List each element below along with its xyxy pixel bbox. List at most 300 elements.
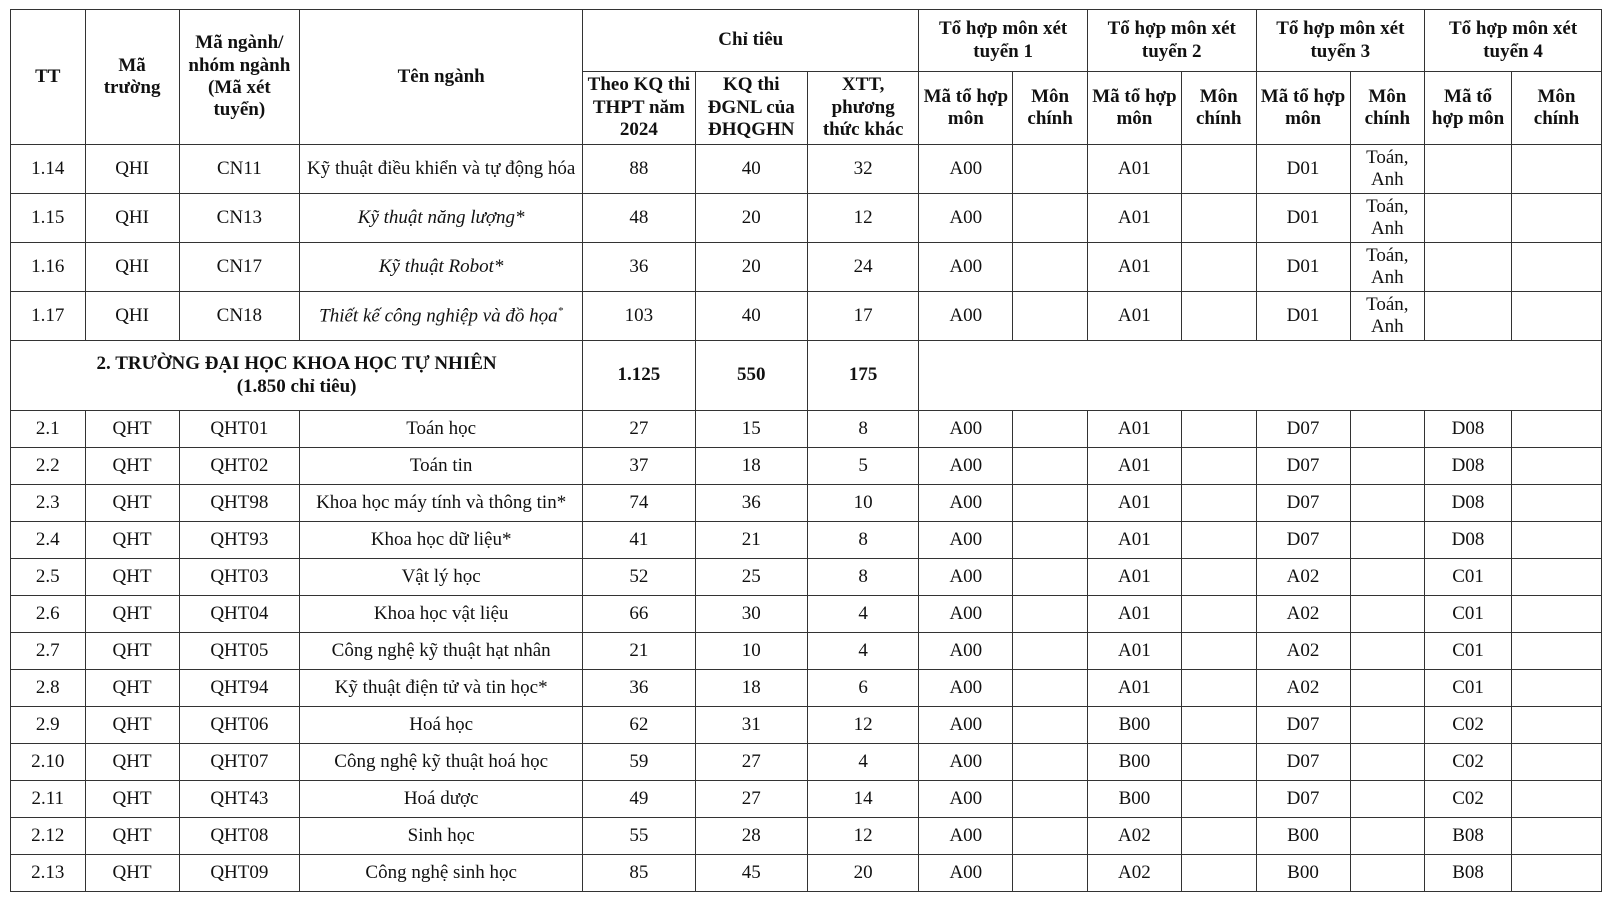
- row-school: QHT: [85, 411, 179, 448]
- row-main-1: [1013, 781, 1088, 818]
- row-combo-2: A01: [1087, 485, 1181, 522]
- row-main-4: [1511, 145, 1601, 194]
- row-code: CN13: [179, 194, 300, 243]
- table-row: [11, 670, 1602, 707]
- row-main-3: [1350, 670, 1425, 707]
- row-combo-4: D08: [1425, 522, 1512, 559]
- table-row: [11, 855, 1602, 892]
- row-combo-3: D07: [1256, 411, 1350, 448]
- table-row: [11, 596, 1602, 633]
- row-thpt: 27: [583, 411, 695, 448]
- row-tt: 2.11: [11, 781, 86, 818]
- row-school: QHT: [85, 448, 179, 485]
- row-main-1: [1013, 292, 1088, 341]
- row-main-3: [1350, 448, 1425, 485]
- row-main-1: [1013, 522, 1088, 559]
- row-combo-2: A01: [1087, 292, 1181, 341]
- row-main-3: Toán, Anh: [1350, 292, 1425, 341]
- row-main-3: [1350, 522, 1425, 559]
- row-thpt: 55: [583, 818, 695, 855]
- table-row: [11, 145, 1602, 194]
- row-combo-3: D07: [1256, 448, 1350, 485]
- row-main-4: [1511, 292, 1601, 341]
- row-dgnl: 30: [695, 596, 807, 633]
- row-name: Công nghệ kỹ thuật hoá học: [300, 744, 583, 781]
- row-combo-2: A01: [1087, 633, 1181, 670]
- row-name: Công nghệ sinh học: [300, 855, 583, 892]
- table-row: [11, 818, 1602, 855]
- row-combo-1: A00: [919, 855, 1013, 892]
- table-row: [11, 411, 1602, 448]
- row-combo-4: [1425, 194, 1512, 243]
- row-combo-1: A00: [919, 670, 1013, 707]
- row-thpt: 41: [583, 522, 695, 559]
- row-main-4: [1511, 707, 1601, 744]
- row-code: QHT04: [179, 596, 300, 633]
- row-tt: 2.13: [11, 855, 86, 892]
- row-combo-4: C01: [1425, 633, 1512, 670]
- row-code: QHT03: [179, 559, 300, 596]
- table-header: [11, 10, 1602, 145]
- row-combo-3: D01: [1256, 292, 1350, 341]
- row-tt: 2.7: [11, 633, 86, 670]
- row-combo-4: D08: [1425, 411, 1512, 448]
- row-name: Khoa học máy tính và thông tin*: [300, 485, 583, 522]
- row-combo-2: B00: [1087, 781, 1181, 818]
- row-dgnl: 20: [695, 243, 807, 292]
- row-main-3: [1350, 485, 1425, 522]
- row-tt: 2.6: [11, 596, 86, 633]
- row-combo-1: A00: [919, 633, 1013, 670]
- row-main-3: [1350, 411, 1425, 448]
- row-tt: 1.17: [11, 292, 86, 341]
- table-row: [11, 633, 1602, 670]
- row-combo-3: A02: [1256, 559, 1350, 596]
- section-xtt: 175: [807, 341, 918, 411]
- row-combo-1: A00: [919, 559, 1013, 596]
- row-name: Khoa học dữ liệu*: [300, 522, 583, 559]
- row-combo-2: A01: [1087, 448, 1181, 485]
- section-dgnl: 550: [695, 341, 807, 411]
- row-name: Hoá học: [300, 707, 583, 744]
- row-school: QHT: [85, 522, 179, 559]
- row-combo-1: A00: [919, 411, 1013, 448]
- row-name: Khoa học vật liệu: [300, 596, 583, 633]
- table-row: [11, 243, 1602, 292]
- header-xtt: XTT, phương thức khác: [807, 72, 918, 145]
- row-name-text: Thiết kế công nghiệp và đồ họa: [319, 304, 558, 326]
- row-code: CN11: [179, 145, 300, 194]
- row-combo-3: B00: [1256, 818, 1350, 855]
- row-combo-1: A00: [919, 781, 1013, 818]
- row-combo-1: A00: [919, 744, 1013, 781]
- row-xtt: 10: [807, 485, 918, 522]
- row-thpt: 37: [583, 448, 695, 485]
- row-main-3: [1350, 781, 1425, 818]
- row-main-3: [1350, 707, 1425, 744]
- row-combo-1: A00: [919, 485, 1013, 522]
- table-row: [11, 448, 1602, 485]
- row-name: Kỹ thuật điều khiển và tự động hóa: [300, 145, 583, 194]
- row-combo-4: [1425, 292, 1512, 341]
- row-main-1: [1013, 145, 1088, 194]
- section-title: [11, 341, 583, 411]
- row-xtt: 8: [807, 411, 918, 448]
- row-dgnl: 21: [695, 522, 807, 559]
- row-main-2: [1181, 670, 1256, 707]
- row-name: Công nghệ kỹ thuật hạt nhân: [300, 633, 583, 670]
- row-school: QHT: [85, 670, 179, 707]
- row-main-3: Toán, Anh: [1350, 194, 1425, 243]
- header-ten-nganh: Tên ngành: [300, 10, 583, 145]
- table-row: [11, 707, 1602, 744]
- row-combo-3: D07: [1256, 707, 1350, 744]
- row-combo-4: D08: [1425, 448, 1512, 485]
- section-thpt: 1.125: [583, 341, 695, 411]
- row-combo-3: A02: [1256, 670, 1350, 707]
- row-name: [300, 292, 583, 341]
- section-title-line2: (1.850 chỉ tiêu): [236, 375, 357, 397]
- row-school: QHT: [85, 855, 179, 892]
- row-tt: 2.2: [11, 448, 86, 485]
- row-combo-4: C02: [1425, 744, 1512, 781]
- row-main-1: [1013, 670, 1088, 707]
- row-code: QHT06: [179, 707, 300, 744]
- row-main-4: [1511, 485, 1601, 522]
- admissions-quota-table: [10, 9, 1602, 892]
- row-school: QHI: [85, 145, 179, 194]
- row-dgnl: 45: [695, 855, 807, 892]
- row-dgnl: 20: [695, 194, 807, 243]
- row-combo-4: D08: [1425, 485, 1512, 522]
- row-combo-2: A02: [1087, 818, 1181, 855]
- row-combo-3: A02: [1256, 633, 1350, 670]
- row-main-2: [1181, 818, 1256, 855]
- header-mon-chinh-1: Môn chính: [1013, 72, 1088, 145]
- section-empty: [919, 341, 1602, 411]
- row-main-4: [1511, 522, 1601, 559]
- row-combo-2: A01: [1087, 194, 1181, 243]
- row-name: Kỹ thuật điện tử và tin học*: [300, 670, 583, 707]
- row-combo-2: A01: [1087, 559, 1181, 596]
- header-dgnl: KQ thi ĐGNL của ĐHQGHN: [695, 72, 807, 145]
- row-code: QHT98: [179, 485, 300, 522]
- row-combo-4: [1425, 243, 1512, 292]
- row-xtt: 14: [807, 781, 918, 818]
- header-tt: TT: [11, 10, 86, 145]
- row-main-1: [1013, 411, 1088, 448]
- row-main-1: [1013, 707, 1088, 744]
- table-row: [11, 485, 1602, 522]
- row-school: QHI: [85, 194, 179, 243]
- row-combo-1: A00: [919, 243, 1013, 292]
- row-combo-1: A00: [919, 596, 1013, 633]
- header-chi-tieu: Chỉ tiêu: [583, 10, 919, 72]
- row-name: Vật lý học: [300, 559, 583, 596]
- row-combo-4: [1425, 145, 1512, 194]
- row-combo-4: C02: [1425, 781, 1512, 818]
- row-main-4: [1511, 411, 1601, 448]
- row-dgnl: 28: [695, 818, 807, 855]
- row-main-4: [1511, 818, 1601, 855]
- row-school: QHT: [85, 633, 179, 670]
- row-thpt: 49: [583, 781, 695, 818]
- row-combo-3: A02: [1256, 596, 1350, 633]
- row-xtt: 4: [807, 633, 918, 670]
- header-to-hop-4: Tổ hợp môn xét tuyển 4: [1425, 10, 1602, 72]
- row-main-1: [1013, 818, 1088, 855]
- row-code: QHT93: [179, 522, 300, 559]
- header-mon-chinh-4: Môn chính: [1511, 72, 1601, 145]
- row-combo-1: A00: [919, 707, 1013, 744]
- row-combo-2: B00: [1087, 744, 1181, 781]
- header-mon-chinh-2: Môn chính: [1181, 72, 1256, 145]
- row-name: Kỹ thuật năng lượng*: [300, 194, 583, 243]
- row-school: QHT: [85, 596, 179, 633]
- row-xtt: 20: [807, 855, 918, 892]
- row-tt: 1.16: [11, 243, 86, 292]
- row-thpt: 48: [583, 194, 695, 243]
- row-main-2: [1181, 522, 1256, 559]
- row-code: CN17: [179, 243, 300, 292]
- row-main-2: [1181, 744, 1256, 781]
- section-row: [11, 341, 1602, 411]
- row-main-2: [1181, 633, 1256, 670]
- row-main-3: [1350, 633, 1425, 670]
- row-thpt: 59: [583, 744, 695, 781]
- row-thpt: 36: [583, 243, 695, 292]
- header-to-hop-1: Tổ hợp môn xét tuyển 1: [919, 10, 1088, 72]
- header-to-hop-3: Tổ hợp môn xét tuyển 3: [1256, 10, 1425, 72]
- row-main-4: [1511, 744, 1601, 781]
- row-thpt: 66: [583, 596, 695, 633]
- row-name: Sinh học: [300, 818, 583, 855]
- row-school: QHT: [85, 485, 179, 522]
- header-ma-to-hop-4: Mã tổ hợp môn: [1425, 72, 1512, 145]
- table-body: [11, 145, 1602, 411]
- row-combo-2: A01: [1087, 243, 1181, 292]
- row-school: QHI: [85, 292, 179, 341]
- row-main-4: [1511, 596, 1601, 633]
- footnote-star: *: [557, 304, 564, 317]
- row-main-2: [1181, 292, 1256, 341]
- table-row: [11, 194, 1602, 243]
- row-main-3: [1350, 596, 1425, 633]
- row-thpt: 85: [583, 855, 695, 892]
- row-xtt: 4: [807, 596, 918, 633]
- row-code: QHT43: [179, 781, 300, 818]
- row-main-4: [1511, 633, 1601, 670]
- row-combo-3: D01: [1256, 194, 1350, 243]
- row-tt: 2.8: [11, 670, 86, 707]
- row-xtt: 5: [807, 448, 918, 485]
- row-combo-4: C02: [1425, 707, 1512, 744]
- row-main-2: [1181, 485, 1256, 522]
- row-combo-3: D01: [1256, 145, 1350, 194]
- row-main-4: [1511, 194, 1601, 243]
- row-main-3: [1350, 744, 1425, 781]
- row-combo-3: D07: [1256, 522, 1350, 559]
- row-main-2: [1181, 855, 1256, 892]
- row-main-1: [1013, 243, 1088, 292]
- row-thpt: 36: [583, 670, 695, 707]
- row-main-3: [1350, 818, 1425, 855]
- header-thpt: Theo KQ thi THPT năm 2024: [583, 72, 695, 145]
- header-ma-to-hop-3: Mã tổ hợp môn: [1256, 72, 1350, 145]
- row-tt: 2.10: [11, 744, 86, 781]
- row-combo-2: A01: [1087, 670, 1181, 707]
- row-main-2: [1181, 707, 1256, 744]
- row-tt: 2.5: [11, 559, 86, 596]
- row-dgnl: 36: [695, 485, 807, 522]
- header-ma-truong: Mã trường: [85, 10, 179, 145]
- row-combo-4: C01: [1425, 596, 1512, 633]
- row-code: QHT94: [179, 670, 300, 707]
- row-tt: 1.15: [11, 194, 86, 243]
- row-xtt: 24: [807, 243, 918, 292]
- table-row: [11, 522, 1602, 559]
- row-combo-3: D07: [1256, 485, 1350, 522]
- row-main-1: [1013, 559, 1088, 596]
- row-combo-2: A01: [1087, 145, 1181, 194]
- row-xtt: 8: [807, 522, 918, 559]
- row-name: Toán học: [300, 411, 583, 448]
- row-combo-4: B08: [1425, 855, 1512, 892]
- row-dgnl: 10: [695, 633, 807, 670]
- row-main-1: [1013, 855, 1088, 892]
- row-thpt: 52: [583, 559, 695, 596]
- row-school: QHT: [85, 744, 179, 781]
- row-xtt: 12: [807, 707, 918, 744]
- row-main-2: [1181, 559, 1256, 596]
- row-main-3: Toán, Anh: [1350, 145, 1425, 194]
- row-main-3: [1350, 559, 1425, 596]
- row-code: QHT08: [179, 818, 300, 855]
- row-main-1: [1013, 194, 1088, 243]
- row-dgnl: 27: [695, 744, 807, 781]
- row-xtt: 12: [807, 818, 918, 855]
- row-tt: 2.3: [11, 485, 86, 522]
- row-main-4: [1511, 559, 1601, 596]
- row-name: Hoá dược: [300, 781, 583, 818]
- row-code: QHT07: [179, 744, 300, 781]
- row-xtt: 17: [807, 292, 918, 341]
- header-to-hop-2: Tổ hợp môn xét tuyển 2: [1087, 10, 1256, 72]
- row-combo-3: D01: [1256, 243, 1350, 292]
- row-tt: 2.9: [11, 707, 86, 744]
- row-combo-1: A00: [919, 292, 1013, 341]
- row-thpt: 88: [583, 145, 695, 194]
- row-name: Toán tin: [300, 448, 583, 485]
- row-main-2: [1181, 145, 1256, 194]
- row-combo-2: B00: [1087, 707, 1181, 744]
- row-dgnl: 40: [695, 145, 807, 194]
- row-dgnl: 18: [695, 670, 807, 707]
- row-main-1: [1013, 744, 1088, 781]
- row-main-1: [1013, 448, 1088, 485]
- header-mon-chinh-3: Môn chính: [1350, 72, 1425, 145]
- row-main-4: [1511, 781, 1601, 818]
- row-dgnl: 15: [695, 411, 807, 448]
- row-tt: 1.14: [11, 145, 86, 194]
- row-code: QHT09: [179, 855, 300, 892]
- row-combo-2: A01: [1087, 522, 1181, 559]
- row-main-2: [1181, 243, 1256, 292]
- row-xtt: 4: [807, 744, 918, 781]
- row-main-1: [1013, 485, 1088, 522]
- row-main-2: [1181, 448, 1256, 485]
- row-main-1: [1013, 633, 1088, 670]
- row-school: QHT: [85, 781, 179, 818]
- row-dgnl: 25: [695, 559, 807, 596]
- header-ma-to-hop-1: Mã tổ hợp môn: [919, 72, 1013, 145]
- row-name: Kỹ thuật Robot*: [300, 243, 583, 292]
- row-dgnl: 27: [695, 781, 807, 818]
- row-dgnl: 40: [695, 292, 807, 341]
- row-main-4: [1511, 448, 1601, 485]
- row-main-4: [1511, 855, 1601, 892]
- row-school: QHT: [85, 818, 179, 855]
- row-thpt: 74: [583, 485, 695, 522]
- row-code: QHT01: [179, 411, 300, 448]
- row-combo-1: A00: [919, 194, 1013, 243]
- row-thpt: 103: [583, 292, 695, 341]
- row-xtt: 8: [807, 559, 918, 596]
- row-tt: 2.4: [11, 522, 86, 559]
- row-school: QHT: [85, 707, 179, 744]
- row-combo-3: B00: [1256, 855, 1350, 892]
- row-combo-2: A02: [1087, 855, 1181, 892]
- row-tt: 2.12: [11, 818, 86, 855]
- row-xtt: 6: [807, 670, 918, 707]
- row-code: CN18: [179, 292, 300, 341]
- row-code: QHT02: [179, 448, 300, 485]
- row-main-3: Toán, Anh: [1350, 243, 1425, 292]
- row-xtt: 12: [807, 194, 918, 243]
- row-tt: 2.1: [11, 411, 86, 448]
- row-combo-1: A00: [919, 818, 1013, 855]
- row-xtt: 32: [807, 145, 918, 194]
- row-combo-1: A00: [919, 448, 1013, 485]
- table-body-section-2: [11, 411, 1602, 892]
- row-combo-3: D07: [1256, 781, 1350, 818]
- table-row: [11, 292, 1602, 341]
- row-main-2: [1181, 411, 1256, 448]
- row-main-4: [1511, 243, 1601, 292]
- row-combo-4: B08: [1425, 818, 1512, 855]
- row-dgnl: 18: [695, 448, 807, 485]
- row-main-2: [1181, 194, 1256, 243]
- row-main-4: [1511, 670, 1601, 707]
- row-main-1: [1013, 596, 1088, 633]
- row-combo-2: A01: [1087, 411, 1181, 448]
- header-ma-nganh: Mã ngành/ nhóm ngành (Mã xét tuyển): [179, 10, 300, 145]
- row-combo-2: A01: [1087, 596, 1181, 633]
- table-row: [11, 559, 1602, 596]
- row-code: QHT05: [179, 633, 300, 670]
- row-combo-4: C01: [1425, 670, 1512, 707]
- row-main-2: [1181, 781, 1256, 818]
- row-main-2: [1181, 596, 1256, 633]
- row-combo-1: A00: [919, 522, 1013, 559]
- section-title-line1: 2. TRƯỜNG ĐẠI HỌC KHOA HỌC TỰ NHIÊN: [96, 353, 497, 375]
- header-ma-to-hop-2: Mã tổ hợp môn: [1087, 72, 1181, 145]
- row-combo-4: C01: [1425, 559, 1512, 596]
- row-school: QHT: [85, 559, 179, 596]
- table-row: [11, 781, 1602, 818]
- row-combo-1: A00: [919, 145, 1013, 194]
- row-main-3: [1350, 855, 1425, 892]
